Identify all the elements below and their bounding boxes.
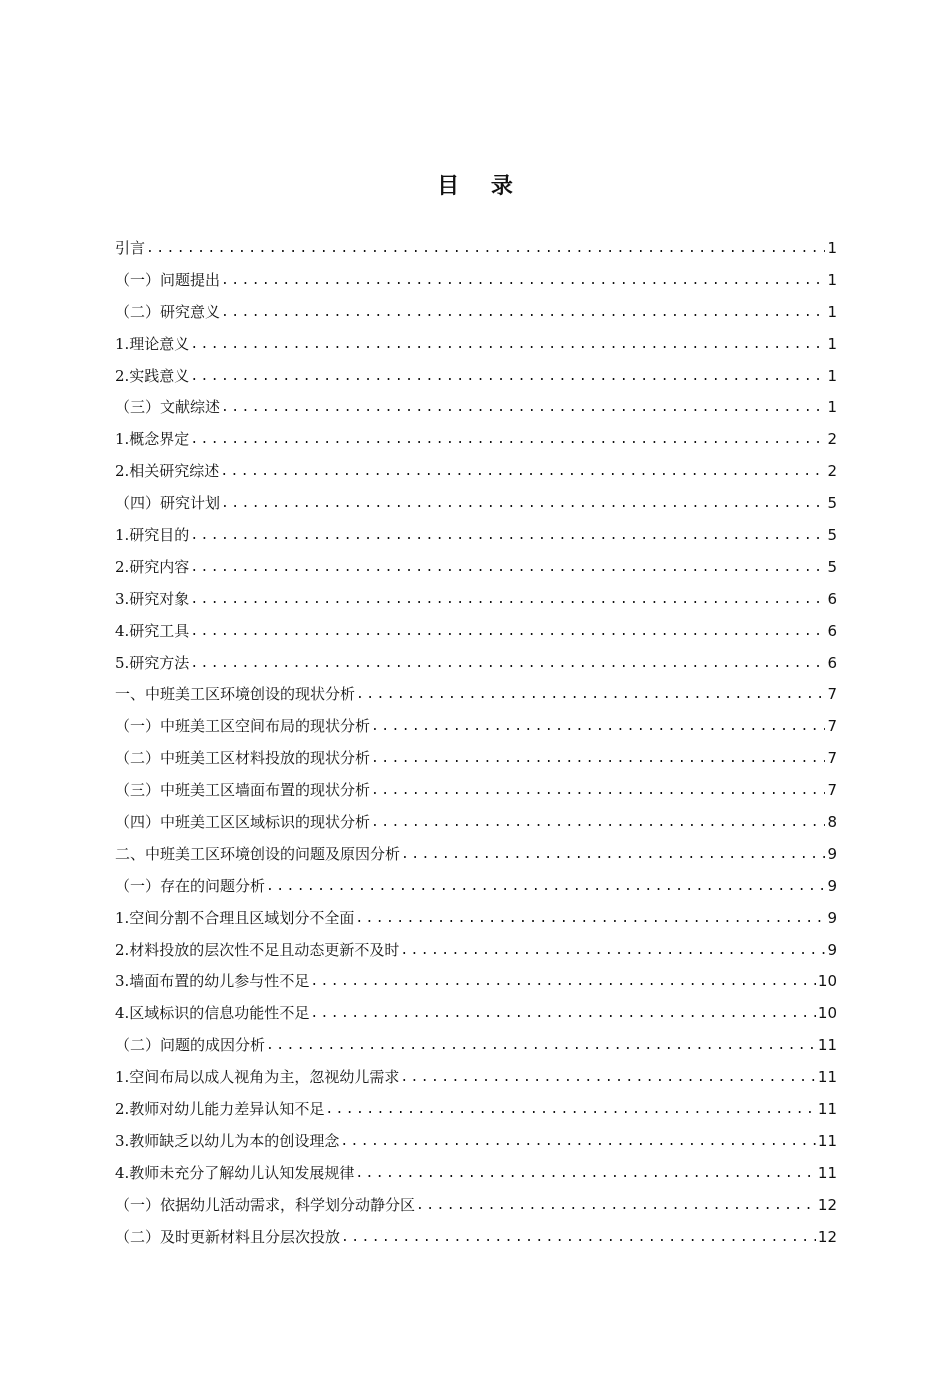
toc-entry-label: （一）中班美工区空间布局的现状分析: [115, 717, 371, 736]
toc-entry-label: 3.教师缺乏以幼儿为本的创设理念: [115, 1131, 340, 1150]
toc-entry-page-number: 7: [827, 781, 837, 800]
toc-dot-leader: [266, 871, 825, 903]
toc-entry[interactable]: [115, 935, 837, 967]
toc-entry-label: （二）中班美工区材料投放的现状分析: [115, 749, 371, 768]
toc-entry[interactable]: [115, 839, 837, 871]
toc-dot-leader: [355, 903, 825, 935]
toc-entry-label: 二、中班美工区环境创设的问题及原因分析: [115, 844, 401, 863]
toc-entry-label: （一）依据幼儿活动需求，科学划分动静分区: [115, 1195, 416, 1214]
toc-entry-label: （一）存在的问题分析: [115, 876, 266, 895]
toc-entry-label: 2.实践意义: [115, 366, 190, 385]
toc-entry[interactable]: [115, 998, 837, 1030]
toc-dot-leader: [190, 552, 825, 584]
toc-entry[interactable]: [115, 456, 837, 488]
toc-dot-leader: [146, 233, 825, 265]
toc-entry-page-number: 8: [827, 813, 837, 832]
toc-dot-leader: [371, 743, 825, 775]
toc-dot-leader: [371, 711, 825, 743]
toc-list: [115, 233, 837, 1254]
toc-dot-leader: [341, 1222, 816, 1254]
toc-entry-page-number: 9: [827, 844, 837, 863]
toc-entry-label: 4.教师未充分了解幼儿认知发展规律: [115, 1163, 355, 1182]
toc-entry-page-number: 5: [827, 526, 837, 544]
toc-dot-leader: [400, 935, 825, 967]
toc-dot-leader: [371, 775, 825, 807]
toc-entry[interactable]: [115, 584, 837, 616]
toc-entry-page-number: 6: [827, 589, 837, 608]
toc-entry-page-number: 7: [827, 749, 837, 768]
toc-dot-leader: [221, 297, 825, 329]
toc-entry-label: 1.研究目的: [115, 526, 190, 544]
toc-dot-leader: [190, 616, 825, 648]
toc-entry-label: 1.概念界定: [115, 430, 190, 449]
toc-entry-page-number: 11: [817, 1100, 837, 1119]
toc-entry-page-number: 9: [827, 876, 837, 895]
toc-entry-page-number: 11: [817, 1036, 837, 1055]
toc-entry[interactable]: [115, 807, 837, 839]
toc-entry[interactable]: [115, 1126, 837, 1158]
toc-entry-page-number: 1: [827, 270, 837, 289]
toc-dot-leader: [400, 1062, 816, 1094]
toc-entry-page-number: 1: [827, 366, 837, 385]
toc-entry[interactable]: [115, 552, 837, 584]
toc-entry-label: 3.墙面布置的幼儿参与性不足: [115, 972, 310, 991]
toc-entry-page-number: 7: [827, 717, 837, 736]
toc-entry-label: （三）中班美工区墙面布置的现状分析: [115, 781, 371, 800]
toc-entry[interactable]: [115, 1158, 837, 1190]
toc-entry-page-number: 7: [827, 685, 837, 704]
toc-entry[interactable]: [115, 903, 837, 935]
toc-entry-label: 5.研究方法: [115, 653, 190, 672]
toc-entry-page-number: 1: [827, 334, 837, 353]
toc-entry[interactable]: [115, 1190, 837, 1222]
toc-entry[interactable]: [115, 392, 837, 424]
toc-dot-leader: [340, 1126, 816, 1158]
toc-dot-leader: [416, 1190, 816, 1222]
toc-entry[interactable]: [115, 265, 837, 297]
toc-entry-label: （二）研究意义: [115, 302, 221, 321]
toc-entry-label: 4.区域标识的信息功能性不足: [115, 1004, 310, 1023]
toc-entry-page-number: 9: [827, 908, 837, 927]
toc-entry-page-number: 9: [827, 940, 837, 959]
toc-dot-leader: [190, 648, 825, 680]
toc-entry[interactable]: [115, 424, 837, 456]
toc-entry-label: 一、中班美工区环境创设的现状分析: [115, 685, 356, 704]
toc-entry-label: 4.研究工具: [115, 621, 190, 640]
toc-entry-page-number: 12: [817, 1195, 837, 1214]
toc-entry-page-number: 11: [817, 1068, 837, 1087]
toc-entry[interactable]: [115, 488, 837, 520]
toc-entry-label: 3.研究对象: [115, 589, 190, 608]
toc-dot-leader: [356, 679, 825, 711]
toc-dot-leader: [190, 424, 825, 456]
toc-dot-leader: [190, 584, 825, 616]
toc-entry-label: （四）研究计划: [115, 494, 221, 513]
toc-entry-page-number: 2: [827, 462, 837, 481]
toc-dot-leader: [221, 265, 825, 297]
toc-entry-page-number: 1: [827, 238, 837, 257]
toc-dot-leader: [310, 998, 816, 1030]
toc-entry[interactable]: [115, 679, 837, 711]
toc-entry-page-number: 12: [817, 1227, 837, 1246]
toc-entry[interactable]: [115, 297, 837, 329]
toc-entry[interactable]: [115, 871, 837, 903]
toc-entry-label: 1.空间分割不合理且区域划分不全面: [115, 908, 355, 927]
toc-dot-leader: [190, 361, 825, 393]
toc-entry[interactable]: [115, 775, 837, 807]
toc-entry[interactable]: [115, 743, 837, 775]
toc-dot-leader: [371, 807, 825, 839]
toc-entry-label: 引言: [115, 238, 146, 257]
toc-dot-leader: [401, 839, 825, 871]
toc-entry[interactable]: [115, 361, 837, 393]
toc-entry-label: 1.理论意义: [115, 334, 190, 353]
toc-entry-label: （一）问题提出: [115, 270, 221, 289]
toc-entry[interactable]: [115, 1030, 837, 1062]
toc-dot-leader: [325, 1094, 816, 1126]
toc-entry-label: （三）文献综述: [115, 398, 221, 417]
toc-entry[interactable]: [115, 1094, 837, 1126]
toc-entry-label: （二）问题的成因分析: [115, 1036, 266, 1055]
toc-entry-page-number: 5: [827, 494, 837, 513]
toc-entry-page-number: 6: [827, 621, 837, 640]
toc-dot-leader: [310, 966, 816, 998]
toc-entry-page-number: 2: [827, 430, 837, 449]
toc-dot-leader: [221, 392, 825, 424]
toc-entry-page-number: 6: [827, 653, 837, 672]
toc-entry-page-number: 11: [817, 1131, 837, 1150]
toc-entry[interactable]: [115, 1222, 837, 1254]
toc-dot-leader: [221, 488, 825, 520]
toc-entry-label: （二）及时更新材料且分层次投放: [115, 1227, 341, 1246]
toc-entry-label: 2.教师对幼儿能力差异认知不足: [115, 1100, 325, 1119]
toc-entry[interactable]: [115, 711, 837, 743]
toc-entry-label: 2.研究内容: [115, 557, 190, 576]
toc-entry[interactable]: [115, 520, 837, 552]
toc-entry[interactable]: [115, 616, 837, 648]
toc-entry-page-number: 10: [817, 972, 837, 991]
toc-entry-page-number: 10: [817, 1004, 837, 1023]
toc-entry-page-number: 1: [827, 398, 837, 417]
toc-dot-leader: [220, 456, 825, 488]
toc-entry-label: 2.材料投放的层次性不足且动态更新不及时: [115, 940, 400, 959]
toc-entry-label: （四）中班美工区区域标识的现状分析: [115, 813, 371, 832]
toc-title: 目 录: [437, 174, 525, 199]
toc-dot-leader: [266, 1030, 816, 1062]
toc-entry-label: 2.相关研究综述: [115, 462, 220, 481]
toc-entry[interactable]: [115, 233, 837, 265]
toc-entry[interactable]: [115, 1062, 837, 1094]
toc-entry-page-number: 11: [817, 1163, 837, 1182]
toc-entry[interactable]: [115, 648, 837, 680]
toc-entry-page-number: 5: [827, 557, 837, 576]
toc-entry[interactable]: [115, 329, 837, 361]
toc-entry[interactable]: [115, 966, 837, 998]
toc-dot-leader: [355, 1158, 816, 1190]
toc-dot-leader: [190, 329, 825, 361]
toc-entry-page-number: 1: [827, 302, 837, 321]
toc-dot-leader: [190, 520, 825, 552]
toc-entry-label: 1.空间布局以成人视角为主，忽视幼儿需求: [115, 1068, 400, 1087]
